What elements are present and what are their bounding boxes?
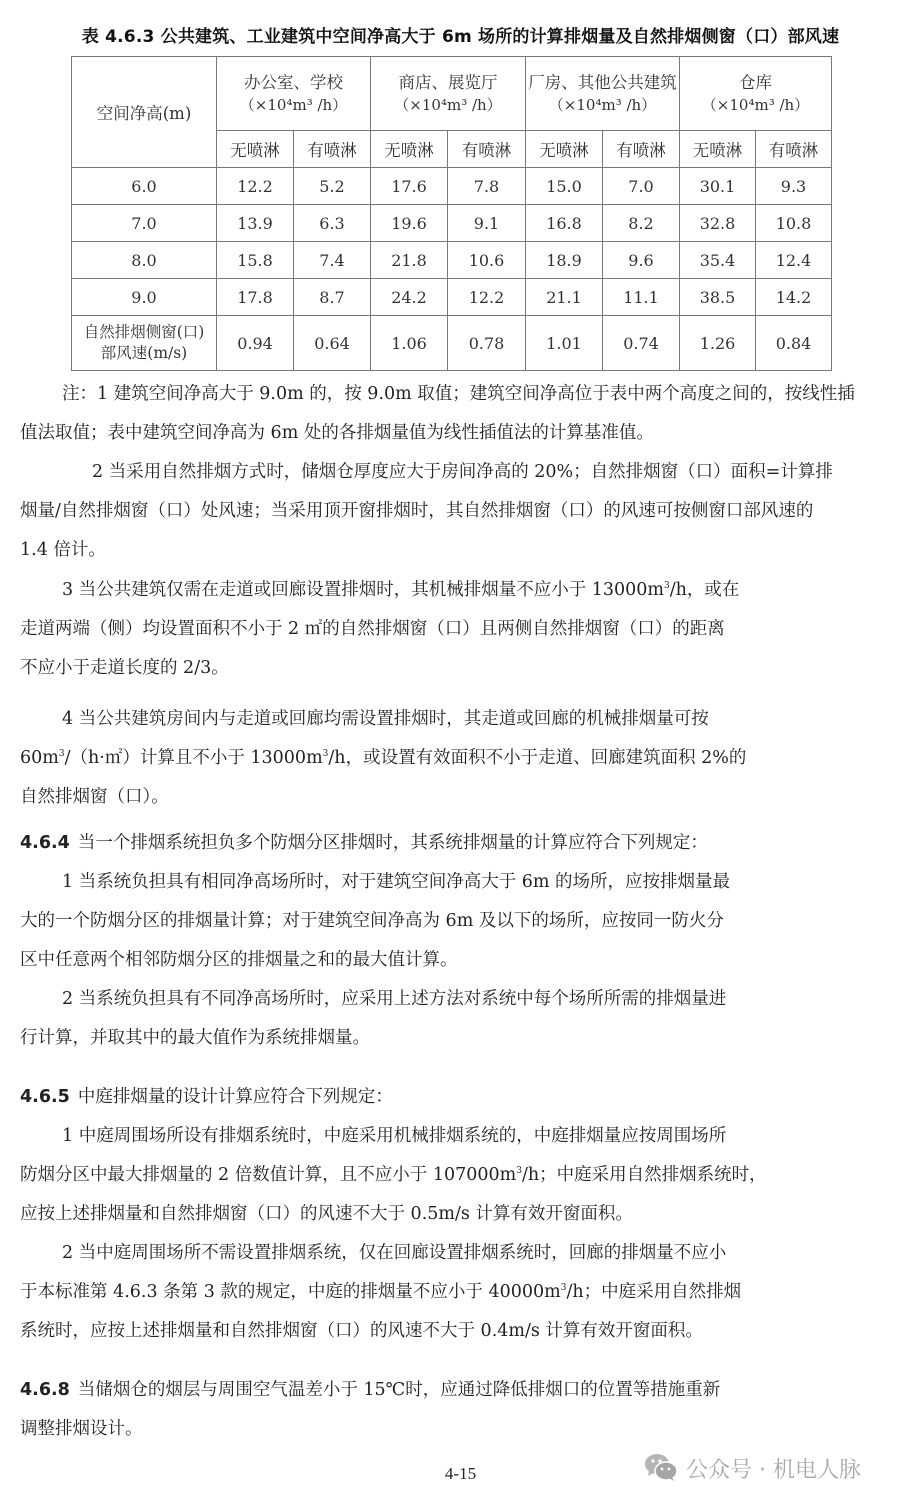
cell: 19.6 (371, 205, 448, 242)
cell: 32.8 (680, 205, 756, 242)
row-label: 6.0 (72, 168, 217, 205)
cell: 6.3 (294, 205, 371, 242)
cell: 15.0 (526, 168, 603, 205)
cell: 30.1 (680, 168, 756, 205)
subheader-sprinkler: 有喷淋 (294, 131, 371, 168)
cell: 7.8 (448, 168, 526, 205)
cell: 8.2 (603, 205, 680, 242)
clause-text: 1 当系统负担具有相同净高场所时，对于建筑空间净高大于 6m 的场所，应按排烟量最 (62, 872, 731, 892)
subheader-sprinkler: 有喷淋 (448, 131, 526, 168)
subheader-no-sprinkler: 无喷淋 (680, 131, 756, 168)
cell: 9.1 (448, 205, 526, 242)
superscript: 3 (560, 1283, 567, 1293)
group-name: 仓库 (739, 72, 772, 92)
note-1 (20, 375, 886, 453)
clause-text: 走道两端（侧）均设置面积不小于 2 ㎡的自然排烟窗（口）且两侧自然排烟窗（口）的距离 (20, 619, 725, 639)
cell: 0.74 (603, 316, 680, 371)
group-unit: （×10⁴m³ /h） (548, 95, 657, 114)
cell: 38.5 (680, 279, 756, 316)
smoke-exhaust-table (71, 56, 832, 371)
cell: 13.9 (217, 205, 294, 242)
table-row (72, 205, 832, 242)
subheader-sprinkler: 有喷淋 (756, 131, 832, 168)
cell: 17.8 (217, 279, 294, 316)
clause-text: /h；中庭采用自然排烟系统时， (521, 1165, 767, 1185)
superscript: 3 (58, 749, 65, 759)
cell: 0.64 (294, 316, 371, 371)
clause-text: 1 中庭周围场所设有排烟系统时，中庭采用机械排烟系统的，中庭排烟量应按周围场所 (62, 1126, 727, 1146)
cell: 1.26 (680, 316, 756, 371)
note-2 (20, 453, 886, 570)
cell: 12.2 (448, 279, 526, 316)
group-name: 厂房、其他公共建筑 (528, 72, 677, 92)
clause-text: 2 当系统负担具有不同净高场所时，应采用上述方法对系统中每个场所所需的排烟量进 (62, 989, 727, 1009)
clause-4-6-3-item-4 (20, 700, 886, 817)
clause-text: 自然排烟窗（口）。 (20, 787, 169, 807)
superscript: 3 (322, 749, 329, 759)
clause-text: /h；中庭采用自然排烟 (566, 1282, 742, 1302)
clause-text: 防烟分区中最大排烟量的 2 倍数值计算，且不应小于 107000m (20, 1165, 517, 1185)
cell: 16.8 (526, 205, 603, 242)
cell: 9.6 (603, 242, 680, 279)
cell: 18.9 (526, 242, 603, 279)
row-label: 8.0 (72, 242, 217, 279)
clause-text: 不应小于走道长度的 2/3。 (20, 658, 229, 678)
speed-label-line2: 部风速(m/s) (100, 344, 188, 362)
table-row (72, 242, 832, 279)
clause-4-6-3-item-3 (20, 571, 886, 688)
page-number: 4-15 (444, 1464, 477, 1483)
note-text: 注：1 建筑空间净高大于 9.0m 的，按 9.0m 取值；建筑空间净高位于表中两个高度之间的，按线性插 (62, 384, 855, 404)
clause-text: 于本标准第 4.6.3 条第 3 款的规定，中庭的排烟量不应小于 40000m (20, 1282, 561, 1302)
cell: 35.4 (680, 242, 756, 279)
cell: 9.3 (756, 168, 832, 205)
section-number: 4.6.8 (20, 1380, 70, 1400)
subheader-no-sprinkler: 无喷淋 (371, 131, 448, 168)
table-title: 表 4.6.3 公共建筑、工业建筑中空间净高大于 6m 场所的计算排烟量及自然排烟侧窗（口）部风速 (81, 27, 840, 47)
section-4-6-5 (20, 1078, 886, 1351)
clause-text: 行计算，并取其中的最大值作为系统排烟量。 (20, 1028, 370, 1048)
wechat-icon (644, 1453, 678, 1483)
note-text: 1.4 倍计。 (20, 540, 106, 560)
clause-text: 2 当中庭周围场所不需设置排烟系统，仅在回廊设置排烟系统时，回廊的排烟量不应小 (62, 1243, 727, 1263)
clause-text: /（h·㎡）计算且不小于 13000m (64, 748, 323, 768)
cell: 8.7 (294, 279, 371, 316)
section-heading: 当一个排烟系统担负多个防烟分区排烟时，其系统排烟量的计算应符合下列规定： (77, 833, 708, 853)
section-number: 4.6.4 (20, 833, 70, 853)
header-height: 空间净高(m) (72, 57, 217, 168)
cell: 12.2 (217, 168, 294, 205)
section-4-6-4 (20, 824, 886, 1058)
cell: 17.6 (371, 168, 448, 205)
cell: 10.6 (448, 242, 526, 279)
clause-text: 系统时，应按上述排烟量和自然排烟窗（口）的风速不大于 0.4m/s 计算有效开窗面积。 (20, 1321, 703, 1341)
cell: 7.4 (294, 242, 371, 279)
row-label: 7.0 (72, 205, 217, 242)
cell: 0.78 (448, 316, 526, 371)
table-row (72, 168, 832, 205)
clause-text: 3 当公共建筑仅需在走道或回廊设置排烟时，其机械排烟量不应小于 13000m (62, 580, 665, 600)
note-text: 2 当采用自然排烟方式时，储烟仓厚度应大于房间净高的 20%；自然排烟窗（口）面积=计算排 (92, 462, 833, 482)
cell: 11.1 (603, 279, 680, 316)
clause-text: 当储烟仓的烟层与周围空气温差小于 15℃时，应通过降低排烟口的位置等措施重新 (77, 1380, 721, 1400)
clause-text: /h，或在 (669, 580, 740, 600)
watermark (644, 1453, 861, 1483)
watermark-text: 公众号 · 机电人脉 (686, 1457, 861, 1483)
cell: 0.94 (217, 316, 294, 371)
cell: 10.8 (756, 205, 832, 242)
clause-text: 应按上述排烟量和自然排烟窗（口）的风速不大于 0.5m/s 计算有效开窗面积。 (20, 1204, 633, 1224)
table-row (72, 279, 832, 316)
cell: 21.8 (371, 242, 448, 279)
note-text: 值法取值；表中建筑空间净高为 6m 处的各排烟量值为线性插值法的计算基准值。 (20, 423, 654, 443)
table-row-speed (72, 316, 832, 371)
cell: 5.2 (294, 168, 371, 205)
section-4-6-8 (20, 1371, 886, 1449)
speed-label-line1: 自然排烟侧窗(口) (83, 323, 205, 341)
clause-text: 大的一个防烟分区的排烟量计算；对于建筑空间净高为 6m 及以下的场所，应按同一防火分 (20, 911, 724, 931)
cell: 21.1 (526, 279, 603, 316)
section-heading: 中庭排烟量的设计计算应符合下列规定： (77, 1087, 393, 1107)
cell: 15.8 (217, 242, 294, 279)
group-unit: （×10⁴m³ /h） (394, 95, 502, 114)
cell: 1.06 (371, 316, 448, 371)
clause-text: 区中任意两个相邻防烟分区的排烟量之和的最大值计算。 (20, 950, 458, 970)
subheader-no-sprinkler: 无喷淋 (217, 131, 294, 168)
cell: 24.2 (371, 279, 448, 316)
cell: 1.01 (526, 316, 603, 371)
header-shop-exhibition (371, 57, 526, 131)
superscript: 3 (664, 581, 670, 591)
cell: 12.4 (756, 242, 832, 279)
group-name: 办公室、学校 (244, 72, 343, 92)
subheader-sprinkler: 有喷淋 (603, 131, 680, 168)
note-text: 烟量/自然排烟窗（口）处风速；当采用顶开窗排烟时，其自然排烟窗（口）的风速可按侧窗口部风速的 (20, 501, 814, 521)
row-label: 9.0 (72, 279, 217, 316)
header-warehouse (680, 57, 832, 131)
header-office-school (217, 57, 371, 131)
cell: 7.0 (603, 168, 680, 205)
group-unit: （×10⁴m³ /h） (701, 95, 810, 114)
group-name: 商店、展览厅 (398, 72, 498, 92)
cell: 0.84 (756, 316, 832, 371)
cell: 14.2 (756, 279, 832, 316)
superscript: 3 (516, 1166, 522, 1176)
clause-text: /h，或设置有效面积不小于走道、回廊建筑面积 2%的 (328, 748, 747, 768)
clause-text: 4 当公共建筑房间内与走道或回廊均需设置排烟时，其走道或回廊的机械排烟量可按 (62, 709, 709, 729)
row-label-speed (72, 316, 217, 371)
clause-text: 60m (20, 748, 59, 768)
group-unit: （×10⁴m³ /h） (239, 95, 348, 114)
subheader-no-sprinkler: 无喷淋 (526, 131, 603, 168)
section-number: 4.6.5 (20, 1087, 70, 1107)
clause-text: 调整排烟设计。 (20, 1419, 143, 1439)
header-factory-public (526, 57, 680, 131)
